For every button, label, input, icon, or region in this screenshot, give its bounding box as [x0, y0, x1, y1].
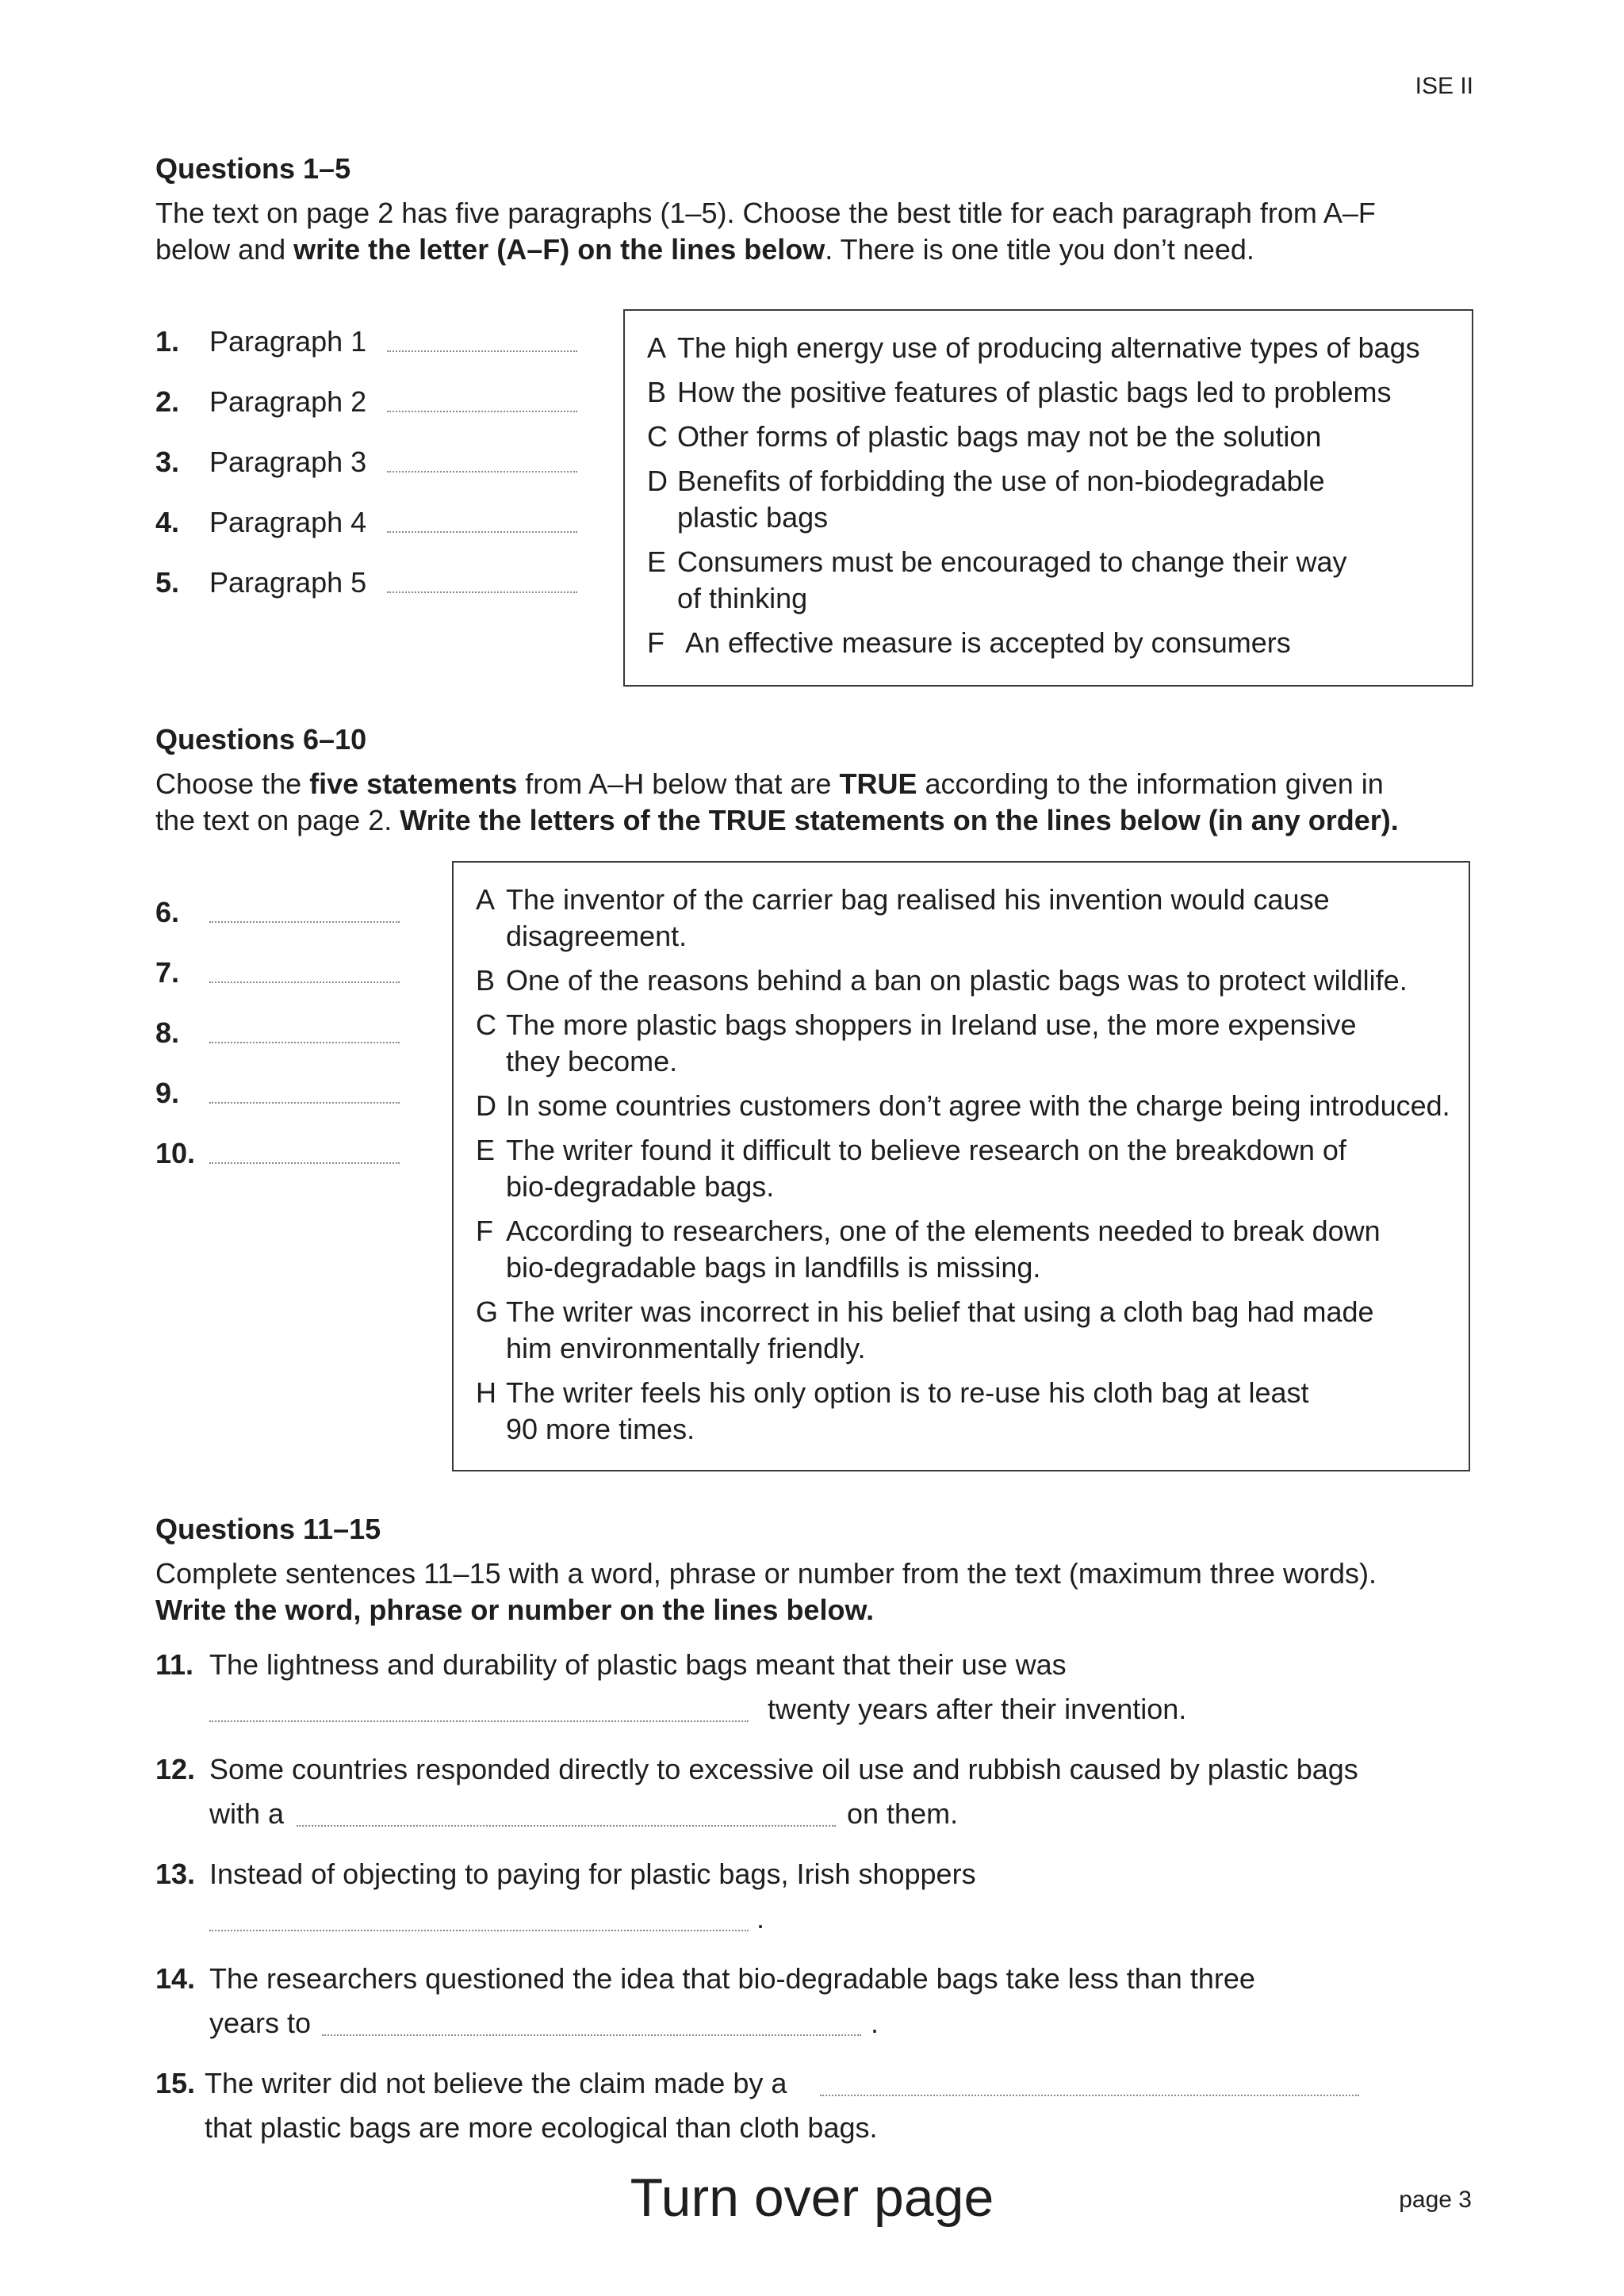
instructions-q1-5-line2: below and write the letter (A–F) on the lines below. There is one title you don’t need.: [155, 233, 1254, 266]
answer-line[interactable]: [209, 982, 400, 983]
instructions-q11-15-line2: Write the word, phrase or number on the lines below.: [155, 1594, 875, 1626]
page-number: page 3: [1399, 2187, 1472, 2213]
answer-line[interactable]: [387, 350, 577, 352]
answer-line[interactable]: [820, 2095, 1359, 2096]
section-heading-q11-15: Questions 11–15: [155, 1513, 381, 1545]
answer-line[interactable]: [387, 531, 577, 533]
section-heading-q1-5: Questions 1–5: [155, 152, 351, 185]
answer-line[interactable]: [209, 1930, 749, 1931]
answer-line[interactable]: [297, 1825, 836, 1827]
section-heading-q6-10: Questions 6–10: [155, 723, 367, 756]
answer-line[interactable]: [322, 2034, 861, 2036]
answer-line[interactable]: [209, 921, 400, 923]
answer-line[interactable]: [387, 591, 577, 593]
answer-line[interactable]: [209, 1102, 400, 1104]
answer-line[interactable]: [209, 1042, 400, 1043]
answer-line[interactable]: [209, 1162, 400, 1164]
instructions-q1-5-line1: The text on page 2 has five paragraphs (1–5). Choose the best title for each paragraph from A–F: [155, 197, 1376, 229]
answer-line[interactable]: [209, 1720, 749, 1722]
answer-line[interactable]: [387, 471, 577, 473]
exam-code: ISE II: [1415, 73, 1473, 99]
answer-line[interactable]: [387, 411, 577, 412]
instructions-q6-10-line2: the text on page 2. Write the letters of the TRUE statements on the lines below (in any order).: [155, 804, 1399, 836]
instructions-q11-15-line1: Complete sentences 11–15 with a word, phrase or number from the text (maximum three words).: [155, 1557, 1377, 1590]
instructions-q6-10-line1: Choose the five statements from A–H below that are TRUE according to the information given in: [155, 767, 1384, 800]
turn-over-notice: Turn over page: [630, 2168, 994, 2228]
